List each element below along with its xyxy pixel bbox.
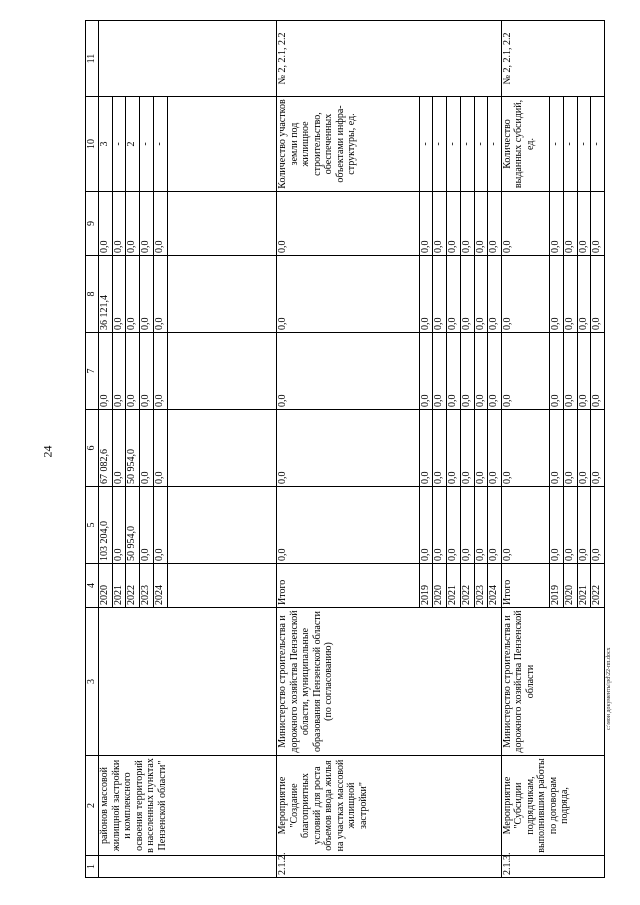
cell-executor: Министерство строительства и дорожного хозяйства Пензенской области — [501, 608, 604, 756]
cell-col7: 0,0 — [474, 333, 488, 410]
cell-empty — [167, 410, 277, 487]
cell-col10: - — [577, 97, 591, 192]
cell-col6: 0,0 — [577, 410, 591, 487]
cell-col6: 0,0 — [419, 410, 433, 487]
cell-year: Итого — [277, 564, 420, 608]
cell-col7: 0,0 — [563, 333, 577, 410]
cell-total-funding: 0,0 — [577, 487, 591, 564]
cell-col6: 0,0 — [550, 410, 564, 487]
cell-col9: 0,0 — [447, 192, 461, 256]
cell-col10: 2 — [126, 97, 140, 192]
header-col-10: 10 — [86, 97, 99, 192]
cell-col6: 0,0 — [140, 410, 154, 487]
cell-col10: - — [550, 97, 564, 192]
cell-col9: 0,0 — [488, 192, 502, 256]
cell-indicator-ref: № 2, 2.1, 2.2 — [277, 21, 502, 97]
cell-col7: 0,0 — [447, 333, 461, 410]
cell-col7: 0,0 — [277, 333, 420, 410]
cell-col7: 0,0 — [126, 333, 140, 410]
program-activities-table — [85, 20, 605, 878]
cell-col10: - — [563, 97, 577, 192]
cell-col7: 0,0 — [112, 333, 126, 410]
rotated-page-content — [85, 21, 605, 878]
cell-col10: - — [447, 97, 461, 192]
cell-total-funding: 0,0 — [563, 487, 577, 564]
cell-total-funding: 0,0 — [277, 487, 420, 564]
cell-col10: - — [591, 97, 605, 192]
cell-col6: 0,0 — [488, 410, 502, 487]
cell-col6: 0,0 — [501, 410, 549, 487]
cell-total-funding: 0,0 — [153, 487, 167, 564]
cell-col9: 0,0 — [433, 192, 447, 256]
header-col-11: 11 — [86, 21, 99, 97]
cell-total-funding: 0,0 — [488, 487, 502, 564]
cell-col9: 0,0 — [563, 192, 577, 256]
cell-col9: 0,0 — [99, 192, 113, 256]
cell-col8: 0,0 — [277, 256, 420, 333]
cell-total-funding: 0,0 — [447, 487, 461, 564]
cell-col7: 0,0 — [501, 333, 549, 410]
cell-col8: 0,0 — [447, 256, 461, 333]
table-header-row — [86, 21, 99, 878]
cell-activity-name: районов массовой жилищной застройки и комплексного освоения территорий в населенных пунктах Пензенской области" — [99, 756, 277, 856]
header-col-7: 7 — [86, 333, 99, 410]
cell-activity-name: Мероприятие "Создание благоприятных условий для роста объемов ввода жилья на участках массовой жилищной застройки" — [277, 756, 502, 856]
cell-col10: - — [140, 97, 154, 192]
cell-col6: 0,0 — [153, 410, 167, 487]
cell-col7: 0,0 — [577, 333, 591, 410]
cell-col9: 0,0 — [153, 192, 167, 256]
cell-col7: 0,0 — [591, 333, 605, 410]
header-col-9: 9 — [86, 192, 99, 256]
cell-empty — [167, 256, 277, 333]
cell-total-funding: 0,0 — [419, 487, 433, 564]
cell-total-funding: 0,0 — [112, 487, 126, 564]
cell-total-funding: 0,0 — [550, 487, 564, 564]
cell-col6: 0,0 — [591, 410, 605, 487]
cell-year: 2020 — [99, 564, 113, 608]
cell-col7: 0,0 — [433, 333, 447, 410]
cell-col6: 50 954,0 — [126, 410, 140, 487]
cell-empty — [167, 487, 277, 564]
cell-col8: 0,0 — [501, 256, 549, 333]
cell-col8: 0,0 — [433, 256, 447, 333]
cell-col8: 0,0 — [488, 256, 502, 333]
cell-col6: 0,0 — [460, 410, 474, 487]
cell-col9: 0,0 — [591, 192, 605, 256]
cell-col6: 67 082,6 — [99, 410, 113, 487]
table-row — [99, 21, 113, 878]
cell-col8: 0,0 — [153, 256, 167, 333]
cell-total-funding: 0,0 — [140, 487, 154, 564]
table-row-total — [277, 21, 420, 878]
cell-col10: - — [153, 97, 167, 192]
cell-col9: 0,0 — [112, 192, 126, 256]
cell-col10: - — [419, 97, 433, 192]
cell-num: 2.1.3. — [501, 856, 604, 878]
cell-executor — [99, 608, 277, 756]
cell-col9: 0,0 — [577, 192, 591, 256]
cell-indicator: Количество выданных субсидий, ед. — [501, 97, 549, 192]
cell-col8: 0,0 — [140, 256, 154, 333]
cell-total-funding: 0,0 — [501, 487, 549, 564]
cell-empty — [167, 564, 277, 608]
cell-year: 2022 — [591, 564, 605, 608]
table-row-total — [501, 21, 549, 878]
cell-indicator: Количество участков земли под жилищное строительство, обеспеченных объектами инфра-структуры, ед. — [277, 97, 420, 192]
cell-col10: - — [112, 97, 126, 192]
cell-year: 2019 — [419, 564, 433, 608]
cell-total-funding: 0,0 — [460, 487, 474, 564]
cell-num — [99, 856, 277, 878]
cell-year: 2019 — [550, 564, 564, 608]
header-col-6: 6 — [86, 410, 99, 487]
cell-col10: - — [433, 97, 447, 192]
cell-col8: 0,0 — [419, 256, 433, 333]
cell-col10: 3 — [99, 97, 113, 192]
cell-col7: 0,0 — [488, 333, 502, 410]
cell-total-funding: 50 954,0 — [126, 487, 140, 564]
cell-col11 — [99, 21, 277, 97]
cell-col8: 0,0 — [563, 256, 577, 333]
cell-col8: 0,0 — [577, 256, 591, 333]
cell-col6: 0,0 — [563, 410, 577, 487]
cell-activity-name: Мероприятие "Субсидии подрядчикам, выполнившим работы по договорам подряда, — [501, 756, 604, 856]
cell-year: 2023 — [140, 564, 154, 608]
cell-col10: - — [474, 97, 488, 192]
cell-col6: 0,0 — [433, 410, 447, 487]
cell-year: 2021 — [112, 564, 126, 608]
cell-col9: 0,0 — [501, 192, 549, 256]
cell-col9: 0,0 — [140, 192, 154, 256]
footer-file-path: c:\мои документы\pd\22-пп.docx — [606, 647, 612, 730]
cell-col7: 0,0 — [140, 333, 154, 410]
cell-col10: - — [488, 97, 502, 192]
cell-year: 2024 — [153, 564, 167, 608]
cell-col9: 0,0 — [126, 192, 140, 256]
cell-total-funding: 0,0 — [433, 487, 447, 564]
cell-col9: 0,0 — [419, 192, 433, 256]
cell-col10: - — [460, 97, 474, 192]
header-col-5: 5 — [86, 487, 99, 564]
cell-executor: Министерство строительства и дорожного хозяйства Пензенской области, муниципальные образования Пензенской области (по согласованию) — [277, 608, 502, 756]
cell-year: 2020 — [433, 564, 447, 608]
cell-col8: 0,0 — [460, 256, 474, 333]
cell-year: 2024 — [488, 564, 502, 608]
cell-col7: 0,0 — [550, 333, 564, 410]
cell-col8: 0,0 — [474, 256, 488, 333]
cell-total-funding: 0,0 — [474, 487, 488, 564]
cell-indicator-ref: № 2, 2.1, 2.2 — [501, 21, 604, 97]
cell-col8: 0,0 — [591, 256, 605, 333]
page-number: 24 — [40, 445, 55, 458]
cell-col6: 0,0 — [277, 410, 420, 487]
header-col-3: 3 — [86, 608, 99, 756]
cell-num: 2.1.2. — [277, 856, 502, 878]
cell-year: 2020 — [563, 564, 577, 608]
cell-col9: 0,0 — [277, 192, 420, 256]
header-col-1: 1 — [86, 856, 99, 878]
cell-col7: 0,0 — [460, 333, 474, 410]
cell-year: 2021 — [447, 564, 461, 608]
cell-year: 2023 — [474, 564, 488, 608]
cell-year: 2021 — [577, 564, 591, 608]
cell-col8: 36 121,4 — [99, 256, 113, 333]
cell-total-funding: 0,0 — [591, 487, 605, 564]
cell-empty — [167, 192, 277, 256]
cell-col7: 0,0 — [419, 333, 433, 410]
cell-col8: 0,0 — [112, 256, 126, 333]
header-col-8: 8 — [86, 256, 99, 333]
cell-col7: 0,0 — [99, 333, 113, 410]
cell-col6: 0,0 — [112, 410, 126, 487]
cell-col9: 0,0 — [460, 192, 474, 256]
cell-col8: 0,0 — [550, 256, 564, 333]
cell-total-funding: 103 204,0 — [99, 487, 113, 564]
header-col-2: 2 — [86, 756, 99, 856]
cell-year: 2022 — [126, 564, 140, 608]
cell-year: 2022 — [460, 564, 474, 608]
cell-col8: 0,0 — [126, 256, 140, 333]
cell-empty — [167, 97, 277, 192]
cell-col6: 0,0 — [474, 410, 488, 487]
cell-col7: 0,0 — [153, 333, 167, 410]
cell-empty — [167, 333, 277, 410]
cell-year: Итого — [501, 564, 549, 608]
cell-col6: 0,0 — [447, 410, 461, 487]
cell-col9: 0,0 — [550, 192, 564, 256]
header-col-4: 4 — [86, 564, 99, 608]
cell-col9: 0,0 — [474, 192, 488, 256]
